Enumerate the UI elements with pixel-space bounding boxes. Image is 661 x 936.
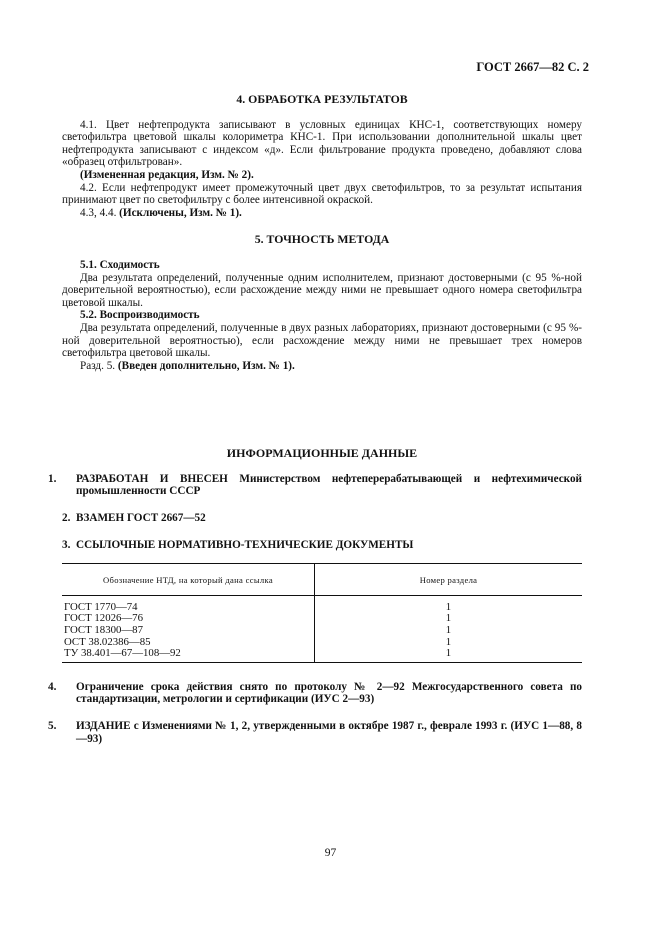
info-title: ИНФОРМАЦИОННЫЕ ДАННЫЕ [226,446,418,461]
section-4 [62,93,582,219]
info-item-5 [48,720,582,745]
info-data [48,446,582,745]
section-5-note-number: Разд. 5. [80,359,116,372]
paragraph-4-3 [62,207,582,220]
paragraph-4-1-note: (Измененная редакция, Изм. № 2). [80,168,254,181]
section-5-note [62,360,582,373]
info-item-1-text: РАЗРАБОТАН И ВНЕСЕН Министерством нефтеперерабатывающей и нефтехимической промышленности СССР [76,472,582,498]
info-item-5-text: ИЗДАНИЕ с Изменениями № 1, 2, утвержденными в октябре 1987 г., феврале 1993 г. (ИУС 1—88, 8—93) [76,720,582,745]
reference-documents-table [62,563,582,663]
section-5-note-text: (Введен дополнительно, Изм. № 1). [117,359,295,372]
table-cell-section: 1 [445,624,452,637]
page-header: ГОСТ 2667—82 С. 2 [476,60,589,74]
info-item-4-text: Ограничение срока действия снято по протоколу № 2—92 Межгосударственного совета по стандартизации, метрологии и сертификации (ИУС 2—93) [76,680,582,706]
document-body [48,92,582,745]
table-header-section: Номер раздела [315,564,583,596]
table-cell-document: ОСТ 38.02386—85 [62,637,315,649]
info-item-3-number: 3. [62,538,71,551]
table-cell-document: ТУ 38.401—67—108—92 [62,648,315,662]
section-5-title: 5. ТОЧНОСТЬ МЕТОДА [254,232,390,247]
page-number: 97 [324,847,337,859]
table-cell-document: ГОСТ 18300—87 [62,625,315,637]
section-5 [62,233,582,372]
info-item-4-number: 4. [48,680,57,693]
table-row [62,625,582,637]
info-item-4 [48,680,582,706]
paragraph-4-1: 4.1. Цвет нефтепродукта записывают в условных единицах КНС-1, соответствующих номеру светофильтра цветовой шкалы колориметра КНС-1. При использовании дополнительной шкалы цвет нефтепродукта записывают с индексом «д». Если фильтрование продукта проведено, добавляют слова «образец отфильтрован». [62,118,582,169]
info-item-2-text: ВЗАМЕН ГОСТ 2667—52 [76,512,206,525]
info-item-2-number: 2. [62,512,71,525]
table-cell-document: ГОСТ 1770—74 [62,595,315,613]
subsection-5-2-text: Два результата определений, полученные в двух разных лабораториях, признают достоверными (с 95 %-ной доверительной вероятностью), если расхождение между ними не превышает трех номеров светофильтра цветовой шкалы. [62,321,582,360]
table-header-row [62,564,582,596]
paragraph-4-3-number: 4.3, 4.4. [80,206,117,219]
table-cell-document: ГОСТ 12026—76 [62,613,315,625]
subsection-5-1-text: Два результата определений, полученные одним исполнителем, признают достоверными (с 95 %-ной доверительной вероятностью), если расхождение между ними не превышает одного номера светофильтра цветовой шкалы. [62,271,582,309]
info-item-2 [62,512,582,525]
table-cell-section: 1 [445,612,452,625]
table-cell-section: 1 [445,600,452,613]
paragraph-4-3-text: (Исключены, Изм. № 1). [119,206,242,219]
subsection-5-2-title: 5.2. Воспроизводимость [80,309,200,322]
subsection-5-1-title: 5.1. Сходимость [80,258,160,271]
table-header-document: Обозначение НТД, на который дана ссылка [62,564,315,596]
info-item-3 [62,539,582,552]
section-4-title: 4. ОБРАБОТКА РЕЗУЛЬТАТОВ [236,92,408,106]
info-item-5-number: 5. [48,720,57,732]
table-cell-section: 1 [315,648,583,662]
paragraph-4-2: 4.2. Если нефтепродукт имеет промежуточный цвет двух светофильтров, то за результат испытания принимают цвет по светофильтру с более интенсивной окраской. [62,181,582,207]
table-row [62,595,582,613]
info-item-1 [48,472,582,498]
info-item-3-text: ССЫЛОЧНЫЕ НОРМАТИВНО-ТЕХНИЧЕСКИЕ ДОКУМЕНТЫ [76,538,414,551]
table-row [62,648,582,662]
info-item-1-number: 1. [48,472,57,485]
table-cell-section: 1 [445,635,452,648]
